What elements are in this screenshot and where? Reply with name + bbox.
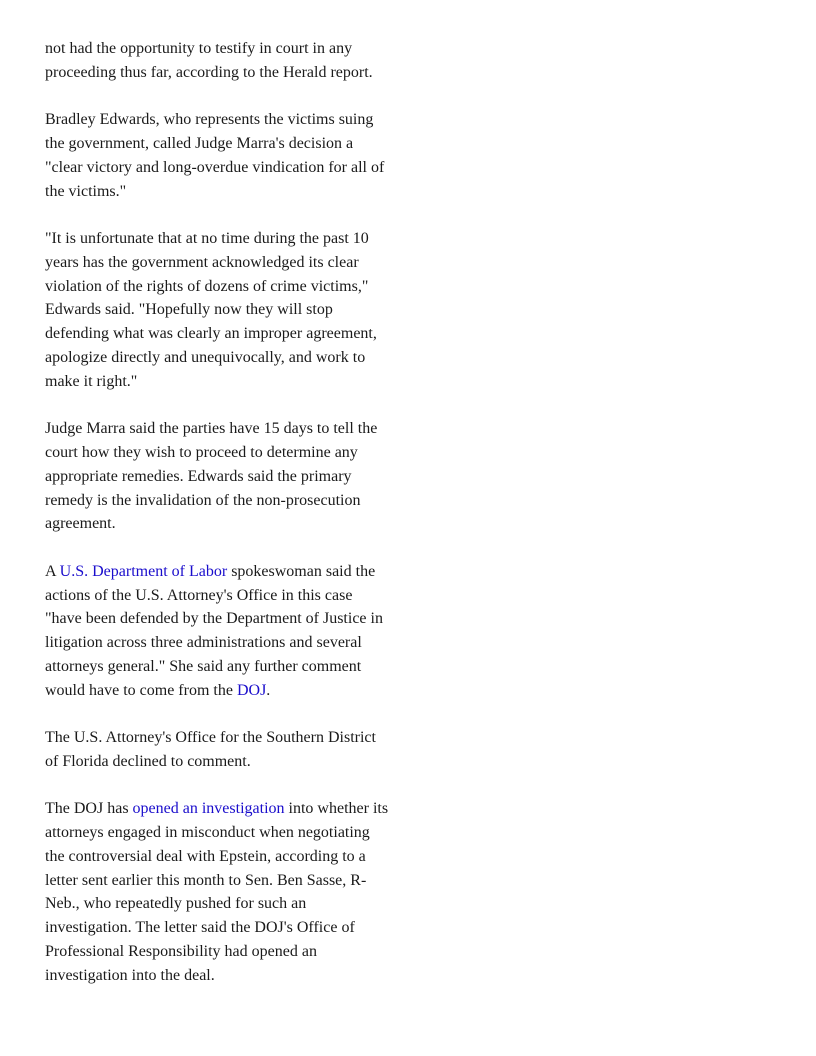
paragraph-doj-investigation <box>45 797 390 987</box>
link-doj[interactable]: DOJ <box>236 681 267 699</box>
text-segment: . <box>266 681 271 699</box>
paragraph-edwards-statement: Bradley Edwards, who represents the victims suing the government, called Judge Marra's decision a "clear victory and long-overdue vindication for all of the victims." <box>45 111 385 200</box>
paragraph-herald-report: not had the opportunity to testify in court in any proceeding thus far, according to the Herald report. <box>45 40 373 81</box>
text-segment: into whether its attorneys engaged in misconduct when negotiating the controversial deal with Epstein, according to a letter sent earlier this month to Sen. Ben Sasse, R-Neb., who repeatedly pushed for such an investigation. The letter said the DOJ's Office of Professional Responsibility had opened an investigation into the deal. <box>45 800 389 984</box>
text-segment: The DOJ has <box>45 800 133 818</box>
paragraph-remedies: Judge Marra said the parties have 15 days to tell the court how they wish to proceed to determine any appropriate remedies. Edwards said the primary remedy is the invalidation of the non-prosecution agreement. <box>45 420 378 533</box>
link-department-of-labor[interactable]: U.S. Department of Labor <box>59 562 228 580</box>
paragraph-edwards-quote: "It is unfortunate that at no time during the past 10 years has the government acknowledged its clear violation of the rights of dozens of crime victims," Edwards said. "Hopefully now they will stop defending what was clearly an improper agreement, apologize directly and unequivocally, and work to make it right." <box>45 229 377 390</box>
article-body <box>45 37 390 1011</box>
paragraph-labor-department <box>45 560 390 703</box>
text-segment: A <box>45 562 60 580</box>
link-opened-investigation[interactable]: opened an investigation <box>132 800 285 818</box>
paragraph-attorney-office-declined: The U.S. Attorney's Office for the Southern District of Florida declined to comment. <box>45 729 376 770</box>
text-segment: spokeswoman said the actions of the U.S. Attorney's Office in this case "have been defended by the Department of Justice in litigation across three administrations and several attorneys general." She said any further comment would have to come from the <box>45 562 383 699</box>
